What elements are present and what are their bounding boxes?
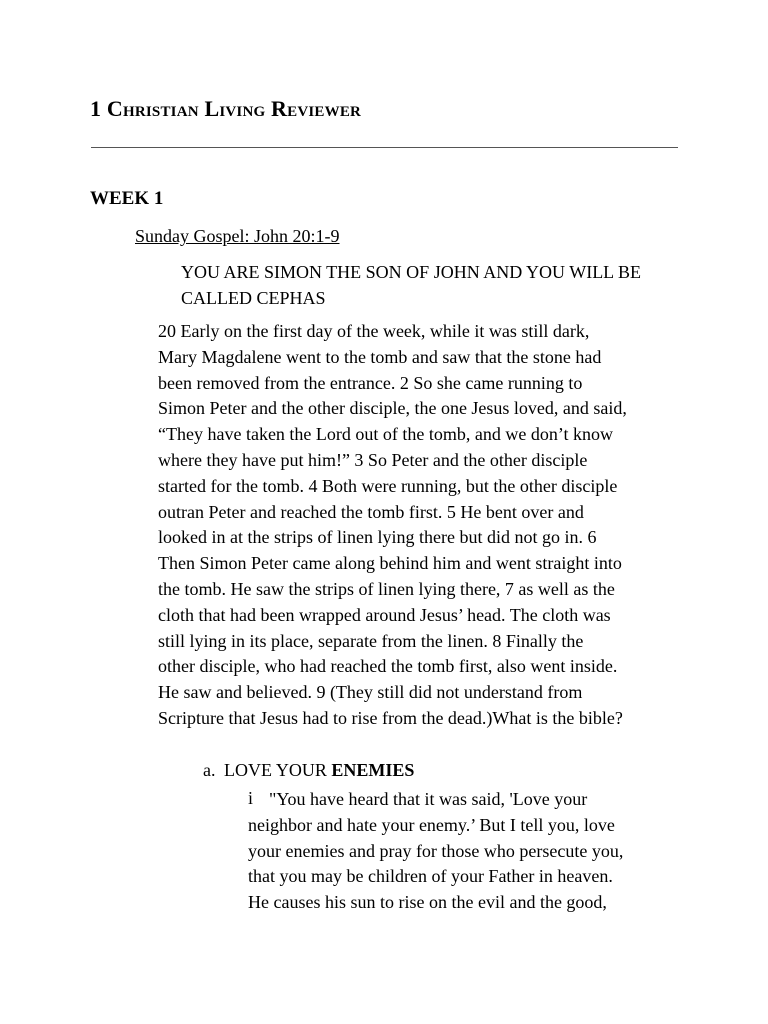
subitem-line: neighbor and hate your enemy.’ But I tell you, love: [248, 814, 615, 835]
subitem-text: [248, 787, 678, 916]
passage-line: looked in at the strips of linen lying there but did not go in. 6: [158, 527, 597, 548]
subitem-line: that you may be children of your Father in heaven.: [248, 866, 613, 887]
subitem-marker: i: [248, 788, 254, 808]
verse-title: YOU ARE SIMON THE SON OF JOHN AND YOU WILL BE CALLED CEPHAS: [181, 262, 642, 308]
week-heading: WEEK 1: [90, 188, 164, 209]
passage-line: Scripture that Jesus had to rise from the dead.)What is the bible?: [158, 707, 623, 728]
chapter-title: 1 Christian Living Reviewer: [90, 96, 362, 121]
subitem-line: He causes his sun to rise on the evil and the good,: [248, 892, 607, 913]
passage-line: Then Simon Peter came along behind him and went straight into: [158, 553, 622, 574]
outline-item-a: [203, 760, 414, 781]
passage-line: other disciple, who had reached the tomb first, also went inside.: [158, 656, 618, 677]
passage-line: 20 Early on the first day of the week, while it was still dark,: [158, 321, 590, 341]
passage-line: still lying in its place, separate from the linen. 8 Finally the: [158, 630, 584, 651]
outline-marker: a.: [203, 760, 216, 780]
subitem-line: "You have heard that it was said, 'Love your: [269, 789, 588, 809]
subitem-line: your enemies and pray for those who persecute you,: [248, 840, 624, 861]
title-divider: [91, 147, 678, 148]
passage-line: where they have put him!” 3 So Peter and the other disciple: [158, 449, 588, 470]
passage-line: Simon Peter and the other disciple, the one Jesus loved, and said,: [158, 398, 627, 419]
gospel-passage: [158, 319, 698, 732]
passage-line: been removed from the entrance. 2 So she came running to: [158, 372, 583, 393]
passage-line: the tomb. He saw the strips of linen lying there, 7 as well as the: [158, 578, 615, 599]
outline-label-plain: LOVE YOUR: [224, 760, 327, 780]
passage-line: started for the tomb. 4 Both were running, but the other disciple: [158, 475, 618, 496]
passage-line: cloth that had been wrapped around Jesus’ head. The cloth was: [158, 604, 611, 625]
passage-line: He saw and believed. 9 (They still did not understand from: [158, 682, 583, 703]
passage-line: outran Peter and reached the tomb first. 5 He bent over and: [158, 501, 584, 522]
passage-line: “They have taken the Lord out of the tomb, and we don’t know: [158, 424, 614, 445]
gospel-reference: Sunday Gospel: John 20:1-9: [135, 226, 340, 246]
outline-label-bold: ENEMIES: [331, 760, 415, 780]
passage-line: Mary Magdalene went to the tomb and saw that the stone had: [158, 346, 602, 367]
